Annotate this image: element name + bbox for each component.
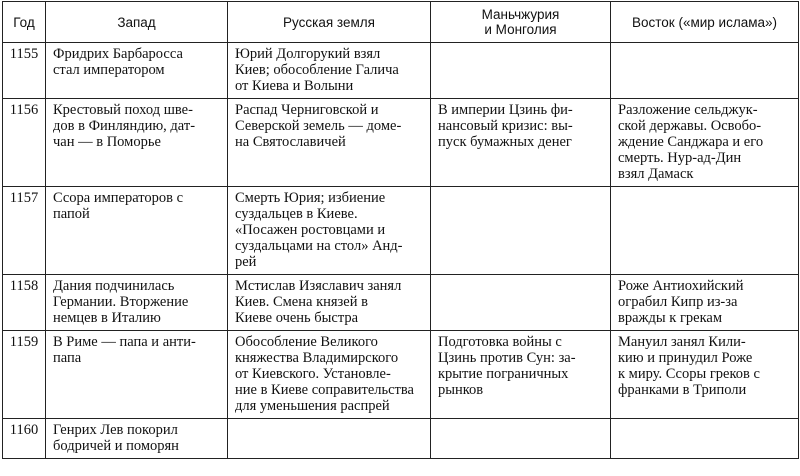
header-west: Запад — [46, 2, 228, 43]
mongolia-cell-line: В империи Цзинь фи- — [438, 102, 573, 118]
mongolia-cell — [431, 99, 611, 187]
east-cell-line: взял Дамаск — [618, 166, 694, 182]
west-cell-line: стал императором — [53, 62, 165, 78]
rus-cell-line: Юрий Долгорукий взял — [235, 46, 381, 62]
west-cell — [46, 187, 228, 275]
rus-cell-line: суздальцами на стол» Анд- — [235, 238, 403, 254]
rus-cell — [228, 99, 431, 187]
header-east: Восток («мир ислама») — [611, 2, 799, 43]
mongolia-cell — [431, 43, 611, 99]
table-body — [3, 43, 799, 459]
mongolia-cell — [431, 331, 611, 419]
rus-cell-line: Мстислав Изяславич занял — [235, 278, 402, 294]
table-row — [3, 419, 799, 459]
year-cell: 1158 — [3, 275, 46, 331]
mongolia-cell-line: пуск бумажных денег — [438, 134, 572, 150]
west-cell-line: немцев в Италию — [53, 310, 161, 326]
west-cell-line: Дания подчинилась — [53, 278, 175, 294]
rus-cell-line: ние в Киеве соправительства — [235, 382, 414, 398]
mongolia-cell — [431, 275, 611, 331]
rus-cell-line: суздальцев в Киеве. — [235, 206, 358, 222]
west-cell — [46, 275, 228, 331]
rus-cell-line: «Посажен ростовцами и — [235, 222, 386, 238]
header-rus: Русская земля — [228, 2, 431, 43]
east-cell-line: вражды к грекам — [618, 310, 723, 326]
east-cell-line: смерть. Нур-ад-Дин — [618, 150, 742, 166]
east-cell-line: ждение Санджара и его — [618, 134, 764, 150]
header-mongolia-line: и Монголия — [484, 22, 557, 37]
rus-cell — [228, 419, 431, 459]
east-cell-line: Роже Антиохийский — [618, 278, 744, 294]
rus-cell-line: Киеве очень быстра — [235, 310, 359, 326]
east-cell — [611, 419, 799, 459]
west-cell-line: чан — в Поморье — [53, 134, 161, 150]
rus-cell-line: от Киевского. Установле- — [235, 366, 391, 382]
rus-cell-line: Северской земель — доме- — [235, 118, 402, 134]
year-cell: 1160 — [3, 419, 46, 459]
table-row — [3, 99, 799, 187]
table-row — [3, 43, 799, 99]
west-cell-line: дов в Финляндию, дат- — [53, 118, 196, 134]
west-cell — [46, 331, 228, 419]
rus-cell-line: на Святославичей — [235, 134, 346, 150]
west-cell-line: Германии. Вторжение — [53, 294, 189, 310]
rus-cell — [228, 187, 431, 275]
header-mongolia-line: Маньчжурия — [481, 7, 560, 22]
table-row — [3, 187, 799, 275]
west-cell-line: Ссора императоров с — [53, 190, 184, 206]
mongolia-cell — [431, 187, 611, 275]
rus-cell — [228, 331, 431, 419]
mongolia-cell-line: рынков — [438, 382, 484, 398]
east-cell — [611, 187, 799, 275]
west-cell-line: Крестовый поход шве- — [53, 102, 193, 118]
rus-cell-line: Обособление Великого — [235, 334, 378, 350]
west-cell-line: Фридрих Барбаросса — [53, 46, 183, 62]
rus-cell-line: Киев; обособление Галича — [235, 62, 399, 78]
rus-cell-line: рей — [235, 254, 257, 270]
table-row — [3, 331, 799, 419]
rus-cell-line: для уменьшения распрей — [235, 398, 390, 414]
east-cell — [611, 275, 799, 331]
west-cell-line: бодричей и поморян — [53, 438, 179, 454]
east-cell-line: Разложение сельджук- — [618, 102, 758, 118]
west-cell — [46, 419, 228, 459]
header-mongolia — [431, 2, 611, 43]
rus-cell-line: княжества Владимирского — [235, 350, 399, 366]
year-cell: 1155 — [3, 43, 46, 99]
mongolia-cell-line: Подготовка войны с — [438, 334, 562, 350]
east-cell-line: ограбил Кипр из-за — [618, 294, 738, 310]
year-cell: 1159 — [3, 331, 46, 419]
east-cell-line: франками в Триполи — [618, 382, 747, 398]
rus-cell — [228, 275, 431, 331]
west-cell-line: папа — [53, 350, 82, 366]
chronology-table — [2, 1, 799, 459]
rus-cell — [228, 43, 431, 99]
mongolia-cell — [431, 419, 611, 459]
west-cell — [46, 99, 228, 187]
rus-cell-line: Смерть Юрия; избиение — [235, 190, 386, 206]
rus-cell-line: Киев. Смена князей в — [235, 294, 368, 310]
rus-cell-line: от Киева и Волыни — [235, 78, 354, 94]
mongolia-cell-line: нансовый кризис: вы- — [438, 118, 573, 134]
header-year: Год — [3, 2, 46, 43]
header-row — [3, 2, 799, 43]
year-cell: 1156 — [3, 99, 46, 187]
east-cell — [611, 43, 799, 99]
west-cell-line: Генрих Лев покорил — [53, 422, 178, 438]
year-cell: 1157 — [3, 187, 46, 275]
rus-cell-line: Распад Черниговской и — [235, 102, 379, 118]
east-cell-line: кию и принудил Роже — [618, 350, 753, 366]
east-cell-line: ской державы. Освобо- — [618, 118, 762, 134]
east-cell — [611, 99, 799, 187]
east-cell — [611, 331, 799, 419]
mongolia-cell-line: Цзинь против Сун: за- — [438, 350, 576, 366]
west-cell — [46, 43, 228, 99]
west-cell-line: В Риме — папа и анти- — [53, 334, 196, 350]
mongolia-cell-line: крытие пограничных — [438, 366, 569, 382]
table-row — [3, 275, 799, 331]
east-cell-line: Мануил занял Кили- — [618, 334, 746, 350]
west-cell-line: папой — [53, 206, 90, 222]
east-cell-line: к миру. Ссоры греков с — [618, 366, 760, 382]
